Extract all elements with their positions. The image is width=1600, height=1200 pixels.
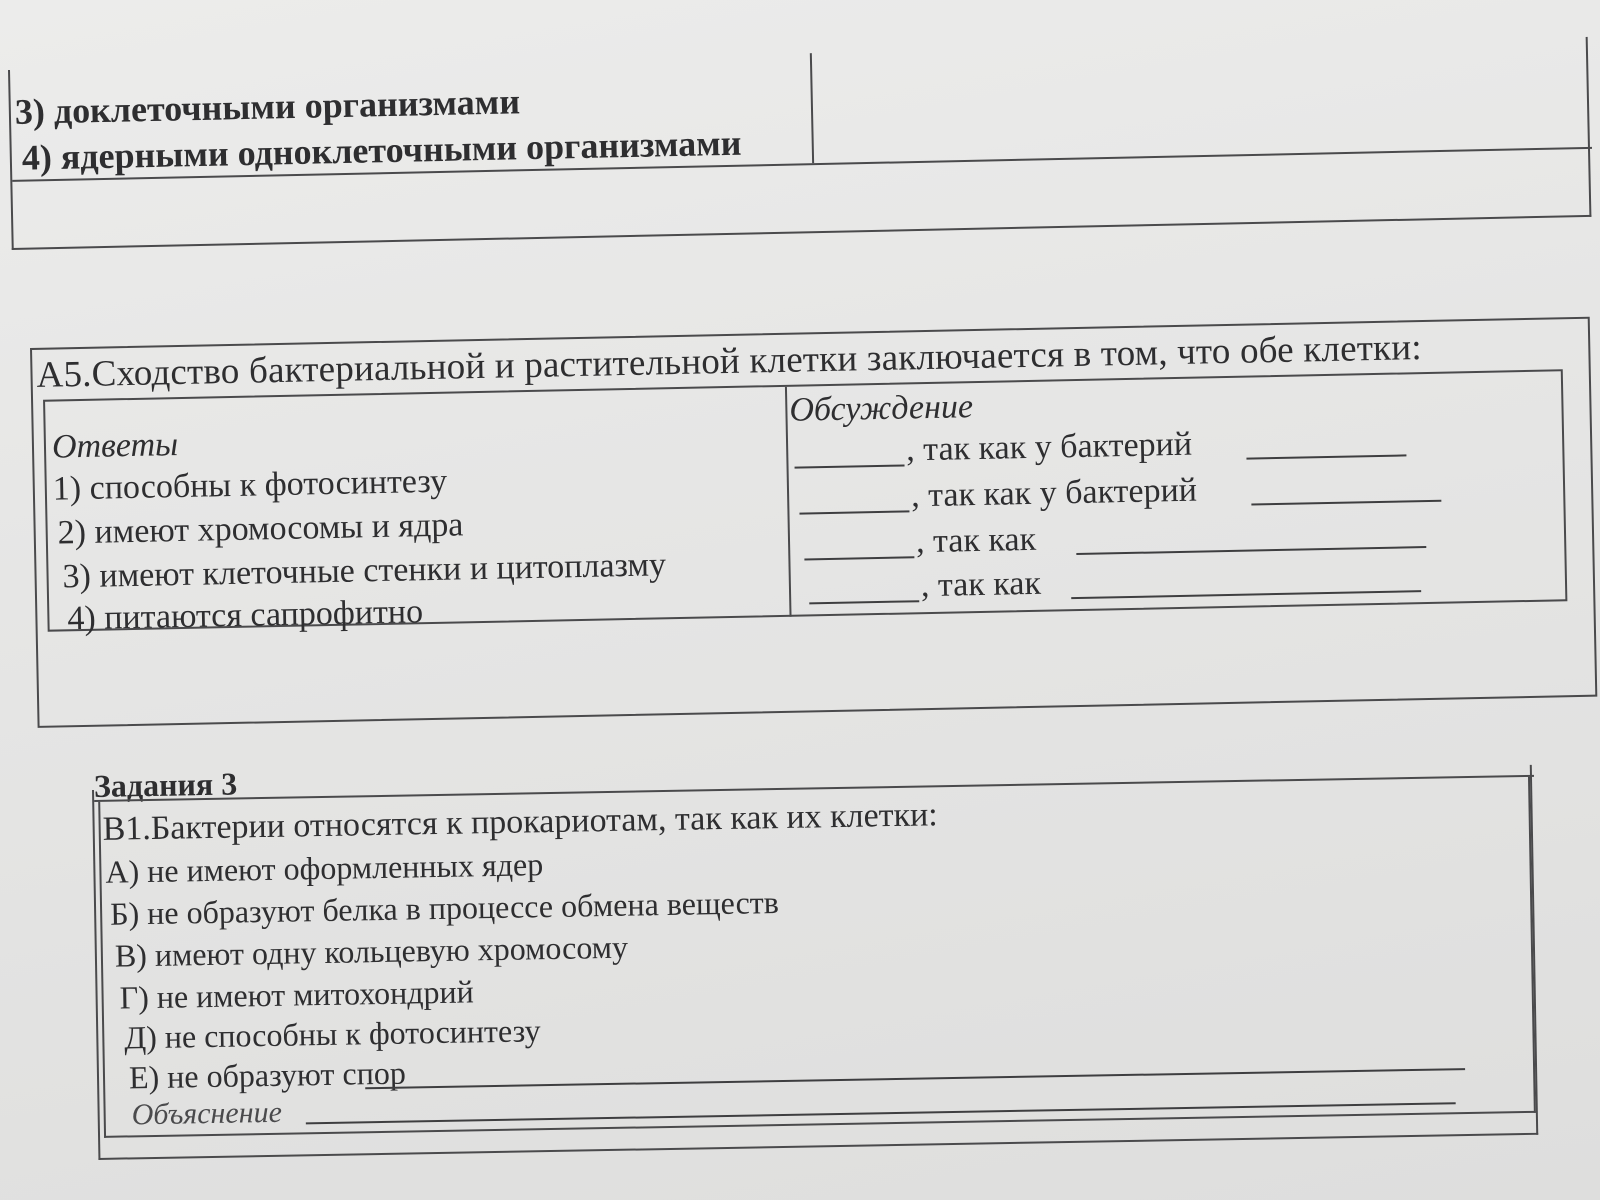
- reason-blank[interactable]: [1071, 590, 1421, 599]
- reason-blank[interactable]: [1246, 454, 1406, 459]
- b1-option-a: А) не имеют оформленных ядер: [105, 846, 544, 890]
- a5-answer-4: 4) питаются сапрофитно: [67, 593, 424, 638]
- a5-question-text: А5.Сходство бактериальной и растительной клетки заключается в том, что обе клетки:: [36, 327, 1423, 396]
- a5-question-frame: [30, 317, 1597, 728]
- b1-option-b: Б) не образуют белка в процессе обмена веществ: [109, 884, 780, 932]
- reason-blank[interactable]: [1251, 500, 1441, 506]
- previous-question-frame: [8, 37, 1591, 250]
- b1-option-g: Г) не имеют митохондрий: [119, 973, 474, 1016]
- a5-answers-header: Ответы: [51, 426, 179, 466]
- answer-blank[interactable]: [795, 464, 905, 468]
- b1-option-v: В) имеют одну кольцевую хромосому: [114, 928, 629, 974]
- b1-option-d: Д) не способны к фотосинтезу: [124, 1012, 541, 1056]
- explanation-label: Объяснение: [131, 1095, 283, 1132]
- a5-discussion-header: Обсуждение: [789, 388, 974, 429]
- task3-frame: [92, 765, 1538, 1160]
- a5-answer-1: 1) способны к фотосинтезу: [52, 462, 448, 508]
- previous-option-4: 4) ядерными одноклеточными организмами: [21, 122, 742, 178]
- explanation-blank-1[interactable]: [365, 1068, 1465, 1089]
- discussion-text: , так как у бактерий: [910, 471, 1198, 515]
- previous-option-3: 3) доклеточными организмами: [14, 81, 521, 132]
- reason-blank[interactable]: [1076, 546, 1426, 555]
- discussion-text: , так как: [915, 520, 1037, 561]
- discussion-text: , так как у бактерий: [905, 425, 1193, 469]
- answer-blank[interactable]: [804, 556, 914, 560]
- explanation-blank-2[interactable]: [306, 1102, 1456, 1124]
- previous-answers-divider: [810, 53, 814, 163]
- a5-answer-2: 2) имеют хромосомы и ядра: [57, 506, 464, 552]
- discussion-text: , так как: [920, 564, 1042, 605]
- answer-blank[interactable]: [799, 510, 909, 514]
- b1-question: В1.Бактерии относятся к прокариотам, так как их клетки:: [102, 796, 938, 848]
- a5-answer-3: 3) имеют клеточные стенки и цитоплазму: [62, 546, 667, 596]
- a5-answer-table: [43, 369, 1567, 638]
- task3-inner-frame: [98, 777, 1536, 1138]
- b1-option-e: Е) не образуют спор: [128, 1054, 407, 1096]
- task3-title: Задания 3: [93, 765, 238, 804]
- answer-blank[interactable]: [809, 600, 919, 604]
